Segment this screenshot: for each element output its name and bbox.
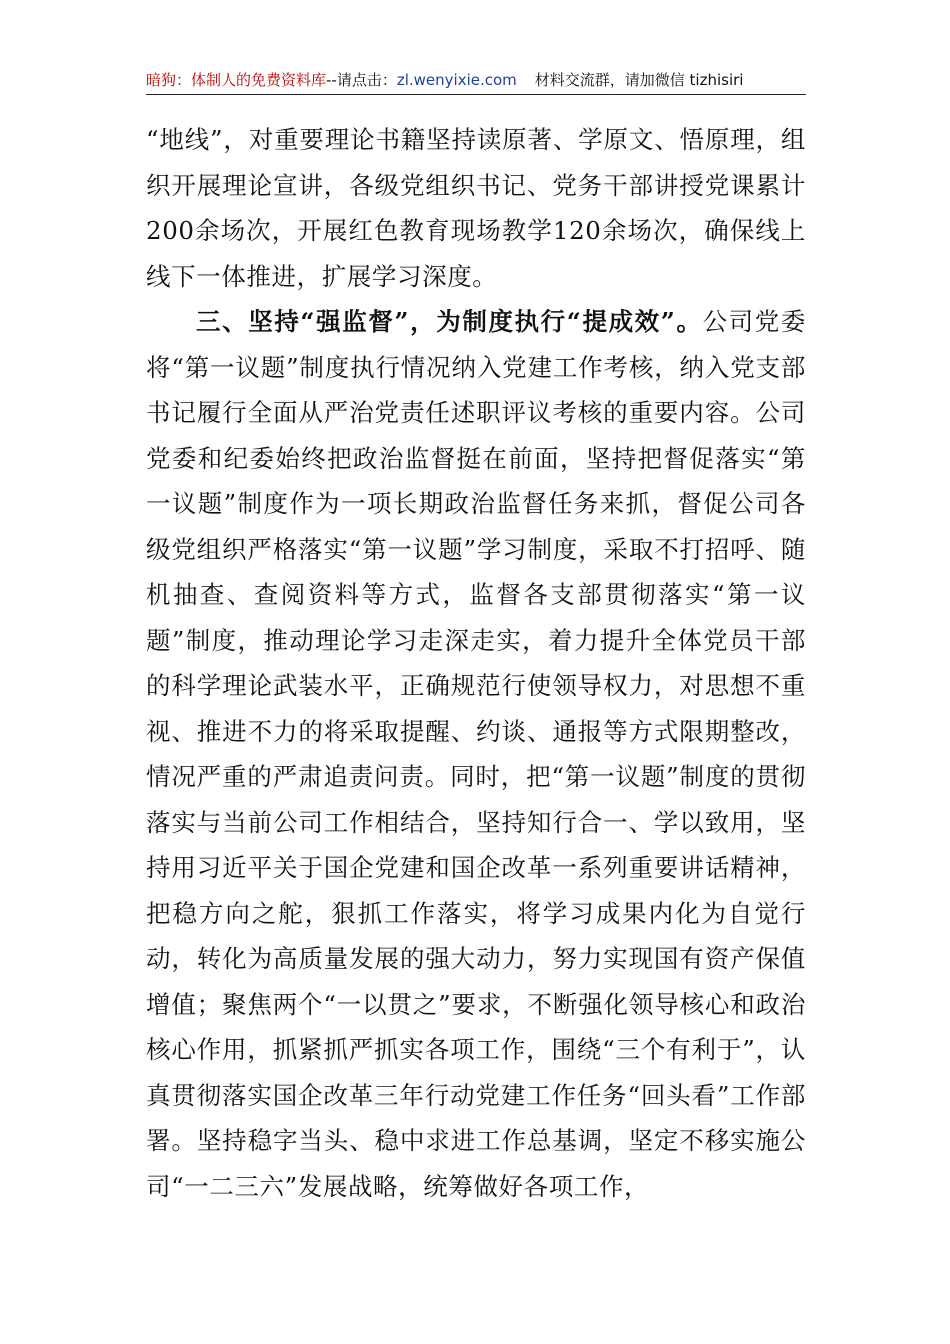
- header-contact: 材料交流群，请加微信 tizhisiri: [534, 71, 744, 89]
- document-body: [146, 117, 806, 1209]
- paragraph-continuation: “地线”，对重要理论书籍坚持读原著、学原文、悟原理，组织开展理论宣讲，各级党组织书记、党务干部讲授党课累计200余场次，开展红色教育现场教学120余场次，确保线上线下一体推进，扩展学习深度。: [146, 125, 806, 291]
- header-brand: 暗狗：体制人的免费资料库: [146, 71, 327, 89]
- page-header: [146, 66, 806, 95]
- section-heading: 三、坚持“强监督”，为制度执行“提成效”。: [196, 307, 703, 336]
- paragraph-section-three: [146, 299, 806, 1209]
- header-url-link[interactable]: zl.wenyixie.com: [396, 71, 517, 89]
- section-body: 公司党委将“第一议题”制度执行情况纳入党建工作考核，纳入党支部书记履行全面从严治党责任述职评议考核的重要内容。公司党委和纪委始终把政治监督挺在前面，坚持把督促落实“第一议题”制度作为一项长期政治监督任务来抓，督促公司各级党组织严格落实“第一议题”学习制度，采取不打招呼、随机抽查、查阅资料等方式，监督各支部贯彻落实“第一议题”制度，推动理论学习走深走实，着力提升全体党员干部的科学理论武装水平，正确规范行使领导权力，对思想不重视、推进不力的将采取提醒、约谈、通报等方式限期整改，情况严重的严肃追责问责。同时，把“第一议题”制度的贯彻落实与当前公司工作相结合，坚持知行合一、学以致用，坚持用习近平关于国企党建和国企改革一系列重要讲话精神，把稳方向之舵，狠抓工作落实，将学习成果内化为自觉行动，转化为高质量发展的强大动力，努力实现国有资产保值增值；聚焦两个“一以贯之”要求，不断强化领导核心和政治核心作用，抓紧抓严抓实各项工作，围绕“三个有利于”，认真贯彻落实国企改革三年行动党建工作任务“回头看”工作部署。坚持稳字当头、稳中求进工作总基调，坚定不移实施公司“一二三六”发展战略，统筹做好各项工作，: [146, 307, 806, 1201]
- header-click-prompt: --请点击：: [326, 71, 397, 89]
